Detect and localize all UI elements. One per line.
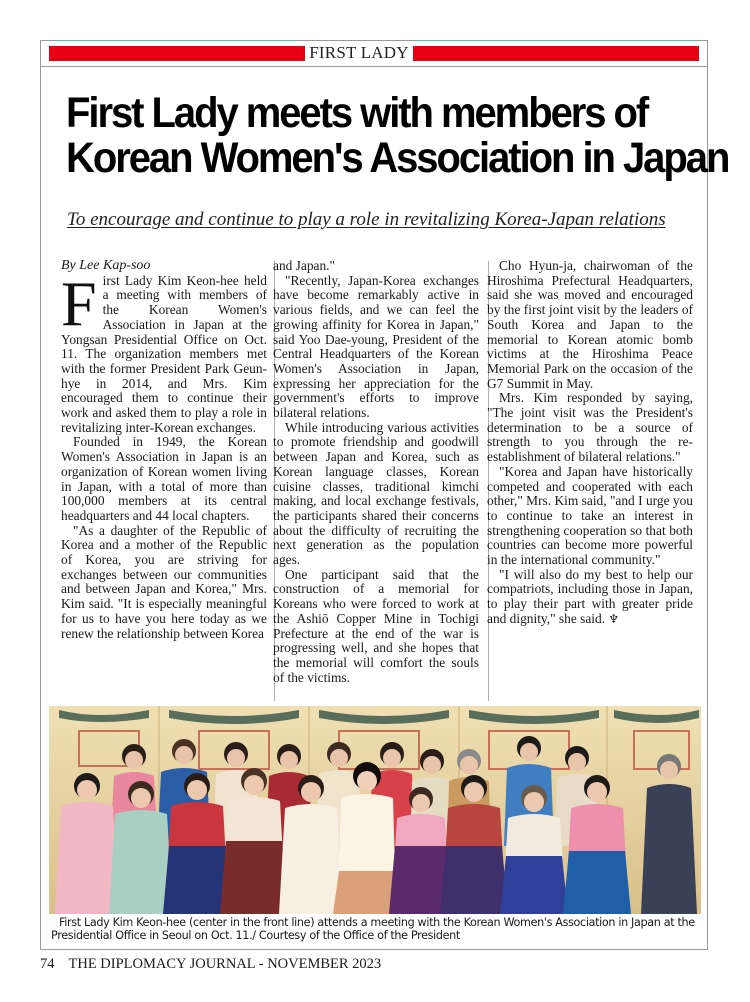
section-bar-right [413,46,699,61]
page-number: 74 [40,956,55,972]
page-footer [40,956,381,973]
paragraph: Founded in 1949, the Korean Women's Association in Japan is an organization of Korean women living in Japan, with a total of more than 100,000 members at its central headquarters and 44 local chapters. [61,434,267,523]
section-label: FIRST LADY [309,43,409,62]
paragraph-text: irst Lady Kim Keon-hee held a meeting with members of the Korean Women's Association in Japan at the Yongsan Presidential Office on Oct. 11. The organization members met with the former President Park Geun-hye in 2014, and Mrs. Kim encouraged them to continue their work and asked them to play a role in revitalizing inter-Korean exchanges. [61,272,267,435]
paragraph: "As a daughter of the Republic of Korea and a mother of the Republic of Korea, you are striving for exchanges between our communities and between Japan and Korea," Mrs. Kim said. "It is especially meaningful for us to have you here today as we renew the relationship between Korea [61,522,267,641]
headline [66,89,729,182]
paragraph: and Japan." [273,258,335,273]
byline: By Lee Kap-soo [61,258,151,273]
column-2 [273,259,479,703]
paragraph: Mrs. Kim responded by saying, "The joint visit was the President's determination to be a source of strength to you through the re-establishment of bilateral relations." [487,390,693,465]
paragraph: "Korea and Japan have historically competed and cooperated with each other," Mrs. Kim said, "and I urge you to continue to take an interest in strengthening cooperation so that both countries can become more powerful in the international community." [487,463,693,568]
paragraph [61,267,267,436]
headline-line-1: First Lady meets with members of [66,89,648,137]
paragraph: Cho Hyun-ja, chairwoman of the Hiroshima Prefectural Headquarters, said she was moved and encouraged by the first joint visit by the leaders of South Korea and Japan to the memorial to Korean atomic bomb victims at the Hiroshima Peace Memorial Park on the occasion of the G7 Summit in May. [487,258,693,391]
subheadline: To encourage and continue to play a role in revitalizing Korea-Japan relations [67,209,666,230]
drop-cap: F [61,267,97,339]
paragraph: "Recently, Japan-Korea exchanges have become remarkably active in various fields, and we can feel the growing affinity for Korea in Japan," said Yoo Dae-young, President of the Central Headquarters of the Korean Women's Association in Japan, expressing her appreciation for the government's efforts to improve bilateral relations. [273,272,479,421]
publication-info: THE DIPLOMACY JOURNAL - NOVEMBER 2023 [68,956,382,972]
column-3 [487,259,693,703]
paragraph: One participant said that the construction of a memorial for Koreans who were forced to work at the Ashiō Copper Mine in Tochigi Prefecture at the end of the war is progressing well, and she hopes that the memorial will comfort the souls of the victims. [273,566,479,685]
end-mark-icon: ♆ [608,611,620,626]
article-body [51,259,699,703]
section-header [41,41,707,67]
photo-caption: First Lady Kim Keon-hee (center in the front line) attends a meeting with the Korean Women's Association in Japan at the Presidential Office in Seoul on Oct. 11./ Courtesy of the Office of the President [51,916,695,942]
column-1 [61,259,267,703]
headline-line-2: Korean Women's Association in Japan [66,134,729,182]
paragraph: While introducing various activities to promote friendship and goodwill between Japan and Korea, such as Korean language classes, Korean cuisine classes, traditional kimchi making, and local exchange festivals, the participants shared their concerns about the difficulty of recruiting the next generation as the population ages. [273,419,479,568]
paragraph [487,568,693,627]
group-photo [49,706,701,914]
paragraph-text: "I will also do my best to help our compatriots, including those in Japan, to play their part with greater pride and dignity," she said. [487,566,693,626]
section-bar-left [49,46,305,61]
group-photo-hanbok-icon [49,706,701,914]
article-frame [40,40,729,950]
